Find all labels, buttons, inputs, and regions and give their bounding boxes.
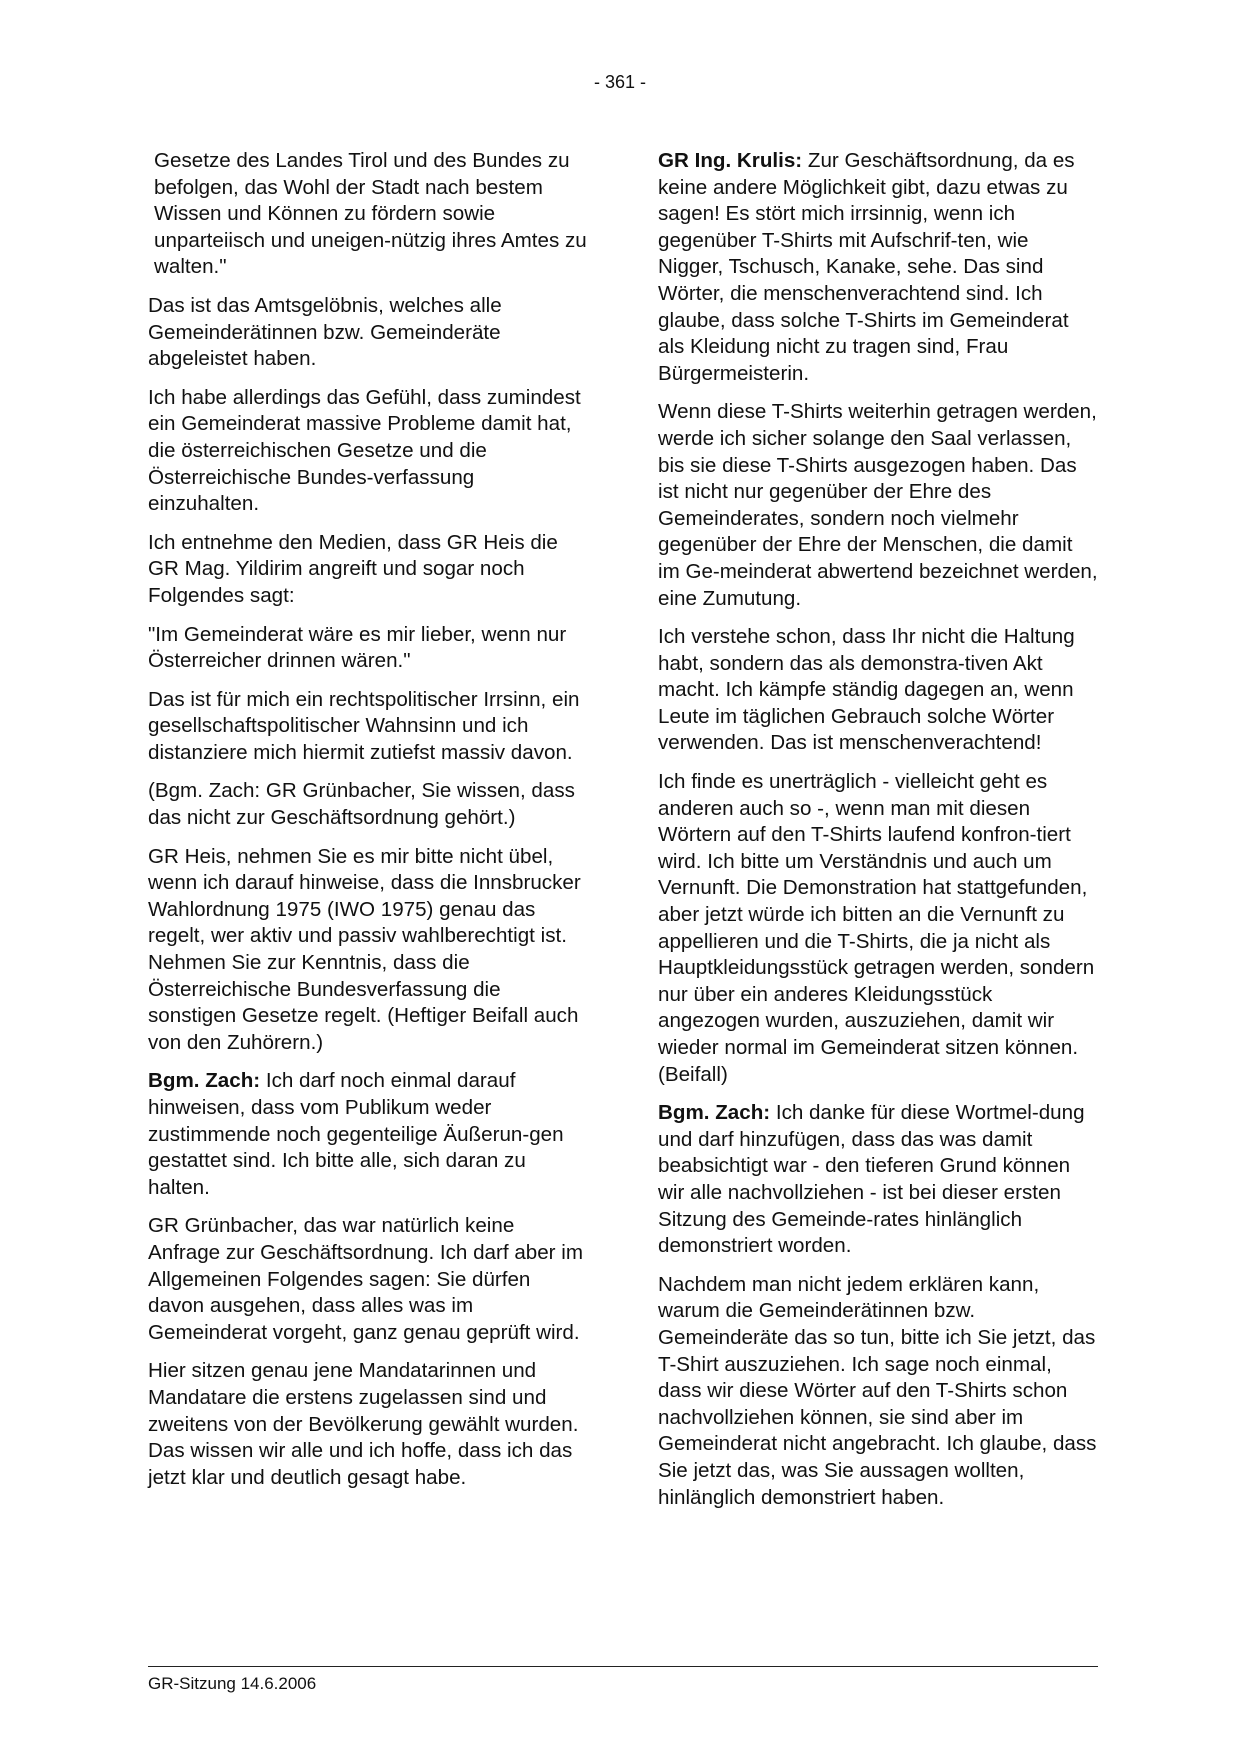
paragraph xyxy=(148,778,588,831)
paragraph-text: Ich finde es unerträglich - vielleicht geht es anderen auch so -, wenn man mit diesen Wörtern auf den T-Shirts laufend konfron-tiert wird. Ich bitte um Verständnis und auch um Vernunft. Die Demonstration hat stattgefunden, aber jetzt würde ich bitten an die Vernunft zu appellieren und die T-Shirts, die ja nicht als Hauptkleidungsstück getragen werden, sondern nur über ein anderes Kleidungsstück angezogen wurden, auszuziehen, damit wir wieder normal im Gemeinderat sitzen können. (Beifall) xyxy=(658,770,1095,1086)
paragraph xyxy=(148,1213,588,1346)
speaker-name: GR Ing. Krulis: xyxy=(658,149,803,172)
paragraph-text: (Bgm. Zach: GR Grünbacher, Sie wissen, dass das nicht zur Geschäftsordnung gehört.) xyxy=(148,779,575,830)
paragraph-text: Ich verstehe schon, dass Ihr nicht die Haltung habt, sondern das als demonstra-tiven Akt macht. Ich kämpfe ständig dagegen an, wenn Leute im täglichen Gebrauch solche Wörter verwenden. Das ist menschenverachtend! xyxy=(658,625,1075,755)
paragraph-text: Ich darf noch einmal darauf hinweisen, dass vom Publikum weder zustimmende noch gegenteilige Äußerun-gen gestattet sind. Ich bitte alle, sich daran zu halten. xyxy=(148,1069,564,1199)
paragraph-text: Gesetze des Landes Tirol und des Bundes zu befolgen, das Wohl der Stadt nach bestem Wissen und Können zu fördern sowie unparteiisch und uneigen-nützig ihres Amtes zu walten." xyxy=(154,149,587,279)
speaker-name: Bgm. Zach: xyxy=(148,1069,261,1093)
paragraph-text: Das ist das Amtsgelöbnis, welches alle Gemeinderätinnen bzw. Gemeinderäte abgeleistet haben. xyxy=(148,293,502,371)
paragraph xyxy=(658,399,1098,612)
paragraph-text: Ich habe allerdings das Gefühl, dass zumindest ein Gemeinderat massive Probleme damit hat, die österreichischen Gesetze und die Österreichische Bundes-verfassung einzuhalten. xyxy=(148,385,581,516)
paragraph xyxy=(148,1068,588,1201)
paragraph xyxy=(658,1272,1098,1511)
paragraph xyxy=(658,624,1098,757)
paragraph-text: GR Grünbacher, das war natürlich keine Anfrage zur Geschäftsordnung. Ich darf aber im Allgemeinen Folgendes sagen: Sie dürfen davon ausgehen, dass alles was im Gemeinderat vorgeht, ganz genau geprüft wird. xyxy=(148,1214,583,1344)
paragraph xyxy=(148,148,588,281)
paragraph xyxy=(148,385,588,518)
paragraph xyxy=(658,769,1098,1088)
paragraph xyxy=(658,1100,1098,1260)
paragraph xyxy=(148,530,588,610)
footer-session-date: GR-Sitzung 14.6.2006 xyxy=(148,1674,317,1693)
speaker-name: Bgm. Zach: xyxy=(658,1101,771,1125)
paragraph-text: Ich entnehme den Medien, dass GR Heis die GR Mag. Yildirim angreift und sogar noch Folgendes sagt: xyxy=(148,530,558,607)
paragraph xyxy=(148,1358,588,1491)
paragraph xyxy=(658,148,1098,387)
paragraph xyxy=(148,844,588,1057)
right-column xyxy=(658,148,1098,1523)
paragraph-text: Wenn diese T-Shirts weiterhin getragen werden, werde ich sicher solange den Saal verlassen, bis sie diese T-Shirts ausgezogen haben. Das ist nicht nur gegenüber der Ehre des Gemeinderates, sondern noch vielmehr gegenüber der Ehre der Menschen, die damit im Ge-meinderat abwertend bezeichnet werden, eine Zumutung. xyxy=(658,400,1098,610)
paragraph-text: Das ist für mich ein rechtspolitischer Irrsinn, ein gesellschaftspolitischer Wahnsinn und ich distanziere mich hiermit zutiefst massiv davon. xyxy=(148,687,580,764)
paragraph-text: Nachdem man nicht jedem erklären kann, warum die Gemeinderätinnen bzw. Gemeinderäte das so tun, bitte ich Sie jetzt, das T-Shirt auszuziehen. Ich sage noch einmal, dass wir diese Wörter auf den T-Shirts schon nachvollziehen können, sie sind aber im Gemeinderat nicht angebracht. Ich glaube, dass Sie jetzt das, was Sie aussagen wollten, hinlänglich demonstriert haben. xyxy=(658,1272,1097,1509)
paragraph-text: Zur Geschäftsordnung, da es keine andere Möglichkeit gibt, dazu etwas zu sagen! Es stört mich irrsinnig, wenn ich gegenüber T-Shirts mit Aufschrif-ten, wie Nigger, Tschusch, Kanake, sehe. Das sind Wörter, die menschenverachtend sind. Ich glaube, dass solche T-Shirts im Gemeinderat als Kleidung nicht zu tragen sind, Frau Bürgermeisterin. xyxy=(658,149,1075,385)
paragraph-text: Hier sitzen genau jene Mandatarinnen und Mandatare die erstens zugelassen sind und zweitens von der Bevölkerung gewählt wurden. Das wissen wir alle und ich hoffe, dass ich das jetzt klar und deutlich gesagt habe. xyxy=(148,1359,579,1489)
paragraph-text: "Im Gemeinderat wäre es mir lieber, wenn nur Österreicher drinnen wären." xyxy=(148,622,567,673)
paragraph xyxy=(148,622,588,675)
page-number: - 361 - xyxy=(593,72,647,92)
paragraph-text: GR Heis, nehmen Sie es mir bitte nicht übel, wenn ich darauf hinweise, dass die Innsbrucker Wahlordnung 1975 (IWO 1975) genau das regelt, wer aktiv und passiv wahlberechtigt ist. Nehmen Sie zur Kenntnis, dass die Österreichische Bundesverfassung die sonstigen Gesetze regelt. (Heftiger Beifall auch von den Zuhörern.) xyxy=(148,844,581,1054)
paragraph xyxy=(148,687,588,767)
left-column xyxy=(148,148,588,1503)
paragraph-text: Ich danke für diese Wortmel-dung und darf hinzufügen, dass das was damit beabsichtigt war - den tieferen Grund können wir alle nachvollziehen - ist bei dieser ersten Sitzung des Gemeinde-rates hinlänglich demonstriert worden. xyxy=(658,1101,1085,1258)
paragraph xyxy=(148,293,588,373)
footer-divider xyxy=(148,1666,1098,1667)
